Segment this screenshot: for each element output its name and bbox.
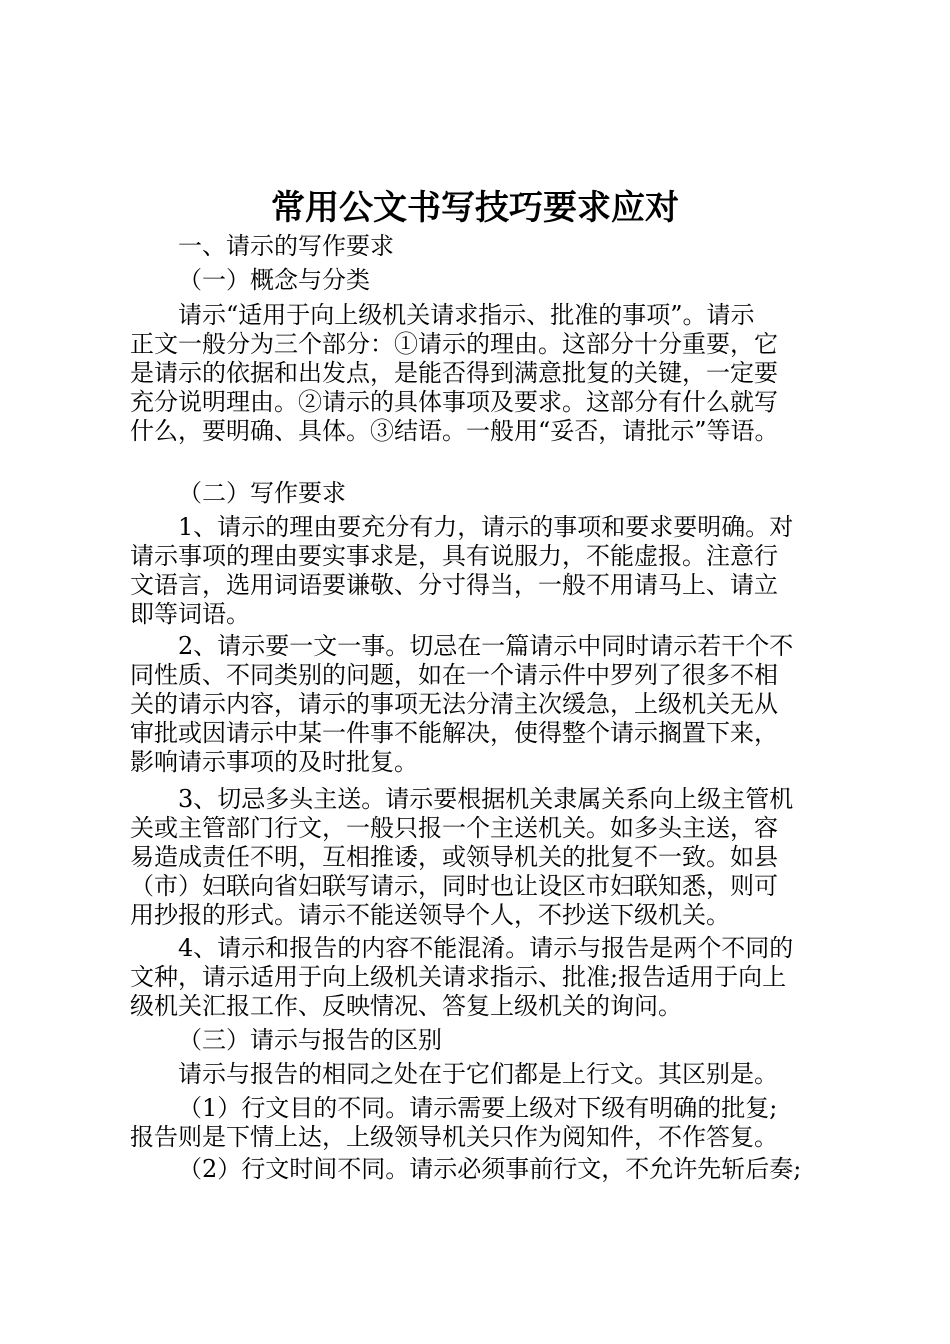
paragraph-line: 4、请示和报告的内容不能混淆。请示与报告是两个不同的 [178,934,794,962]
paragraph-line: 请示事项的理由要实事求是，具有说服力，不能虚报。注意行 [130,542,778,570]
subheading-2: （二）写作要求 [178,479,346,507]
paragraph-line: 请示与报告的相同之处在于它们都是上行文。其区别是。 [178,1060,778,1088]
paragraph-line: 审批或因请示中某一件事不能解决，使得整个请示搁置下来， [130,719,778,747]
paragraph-line: 即等词语。 [130,600,250,628]
paragraph-line: 请示“适用于向上级机关请求指示、批准的事项”。请示 [178,301,755,329]
paragraph-line: 关或主管部门行文，一般只报一个主送机关。如多头主送，容 [130,814,778,842]
paragraph-line: （2）行文时间不同。请示必须事前行文，不允许先斩后奏; [178,1155,802,1183]
paragraph-line: 报告则是下情上达，上级领导机关只作为阅知件，不作答复。 [130,1123,778,1151]
paragraph-line: 关的请示内容，请示的事项无法分清主次缓急，上级机关无从 [130,690,778,718]
paragraph-line: 1、请示的理由要充分有力，请示的事项和要求要明确。对 [178,513,794,541]
paragraph-line: 是请示的依据和出发点，是能否得到满意批复的关键，一定要 [130,359,778,387]
paragraph-line: 用抄报的形式。请示不能送领导个人，不抄送下级机关。 [130,901,730,929]
paragraph-line: （1）行文目的不同。请示需要上级对下级有明确的批复; [178,1094,778,1122]
subheading-3: （三）请示与报告的区别 [178,1026,442,1054]
paragraph-line: 3、切忌多头主送。请示要根据机关隶属关系向上级主管机 [178,785,794,813]
document-title: 常用公文书写技巧要求应对 [271,188,679,228]
paragraph-line: 同性质、不同类别的问题，如在一个请示件中罗列了很多不相 [130,661,778,689]
paragraph-line: 2、请示要一文一事。切忌在一篇请示中同时请示若干个不 [178,632,794,660]
paragraph-line: 文种，请示适用于向上级机关请求指示、批准;报告适用于向上 [130,963,787,991]
paragraph-line: 易造成责任不明，互相推诿，或领导机关的批复不一致。如县 [130,843,778,871]
heading-1: 一、请示的写作要求 [178,232,394,260]
subheading-1: （一）概念与分类 [178,266,370,294]
paragraph-line: 充分说明理由。②请示的具体事项及要求。这部分有什么就写 [130,388,778,416]
paragraph-line: 级机关汇报工作、反映情况、答复上级机关的询问。 [130,992,682,1020]
paragraph-line: （市）妇联向省妇联写请示，同时也让设区市妇联知悉，则可 [130,872,778,900]
paragraph-line: 正文一般分为三个部分：①请示的理由。这部分十分重要，它 [130,330,778,358]
paragraph-line: 文语言，选用词语要谦敬、分寸得当，一般不用请马上、请立 [130,571,778,599]
paragraph-line: 影响请示事项的及时批复。 [130,748,418,776]
paragraph-line: 什么，要明确、具体。③结语。一般用“妥否，请批示”等语。 [130,417,779,445]
